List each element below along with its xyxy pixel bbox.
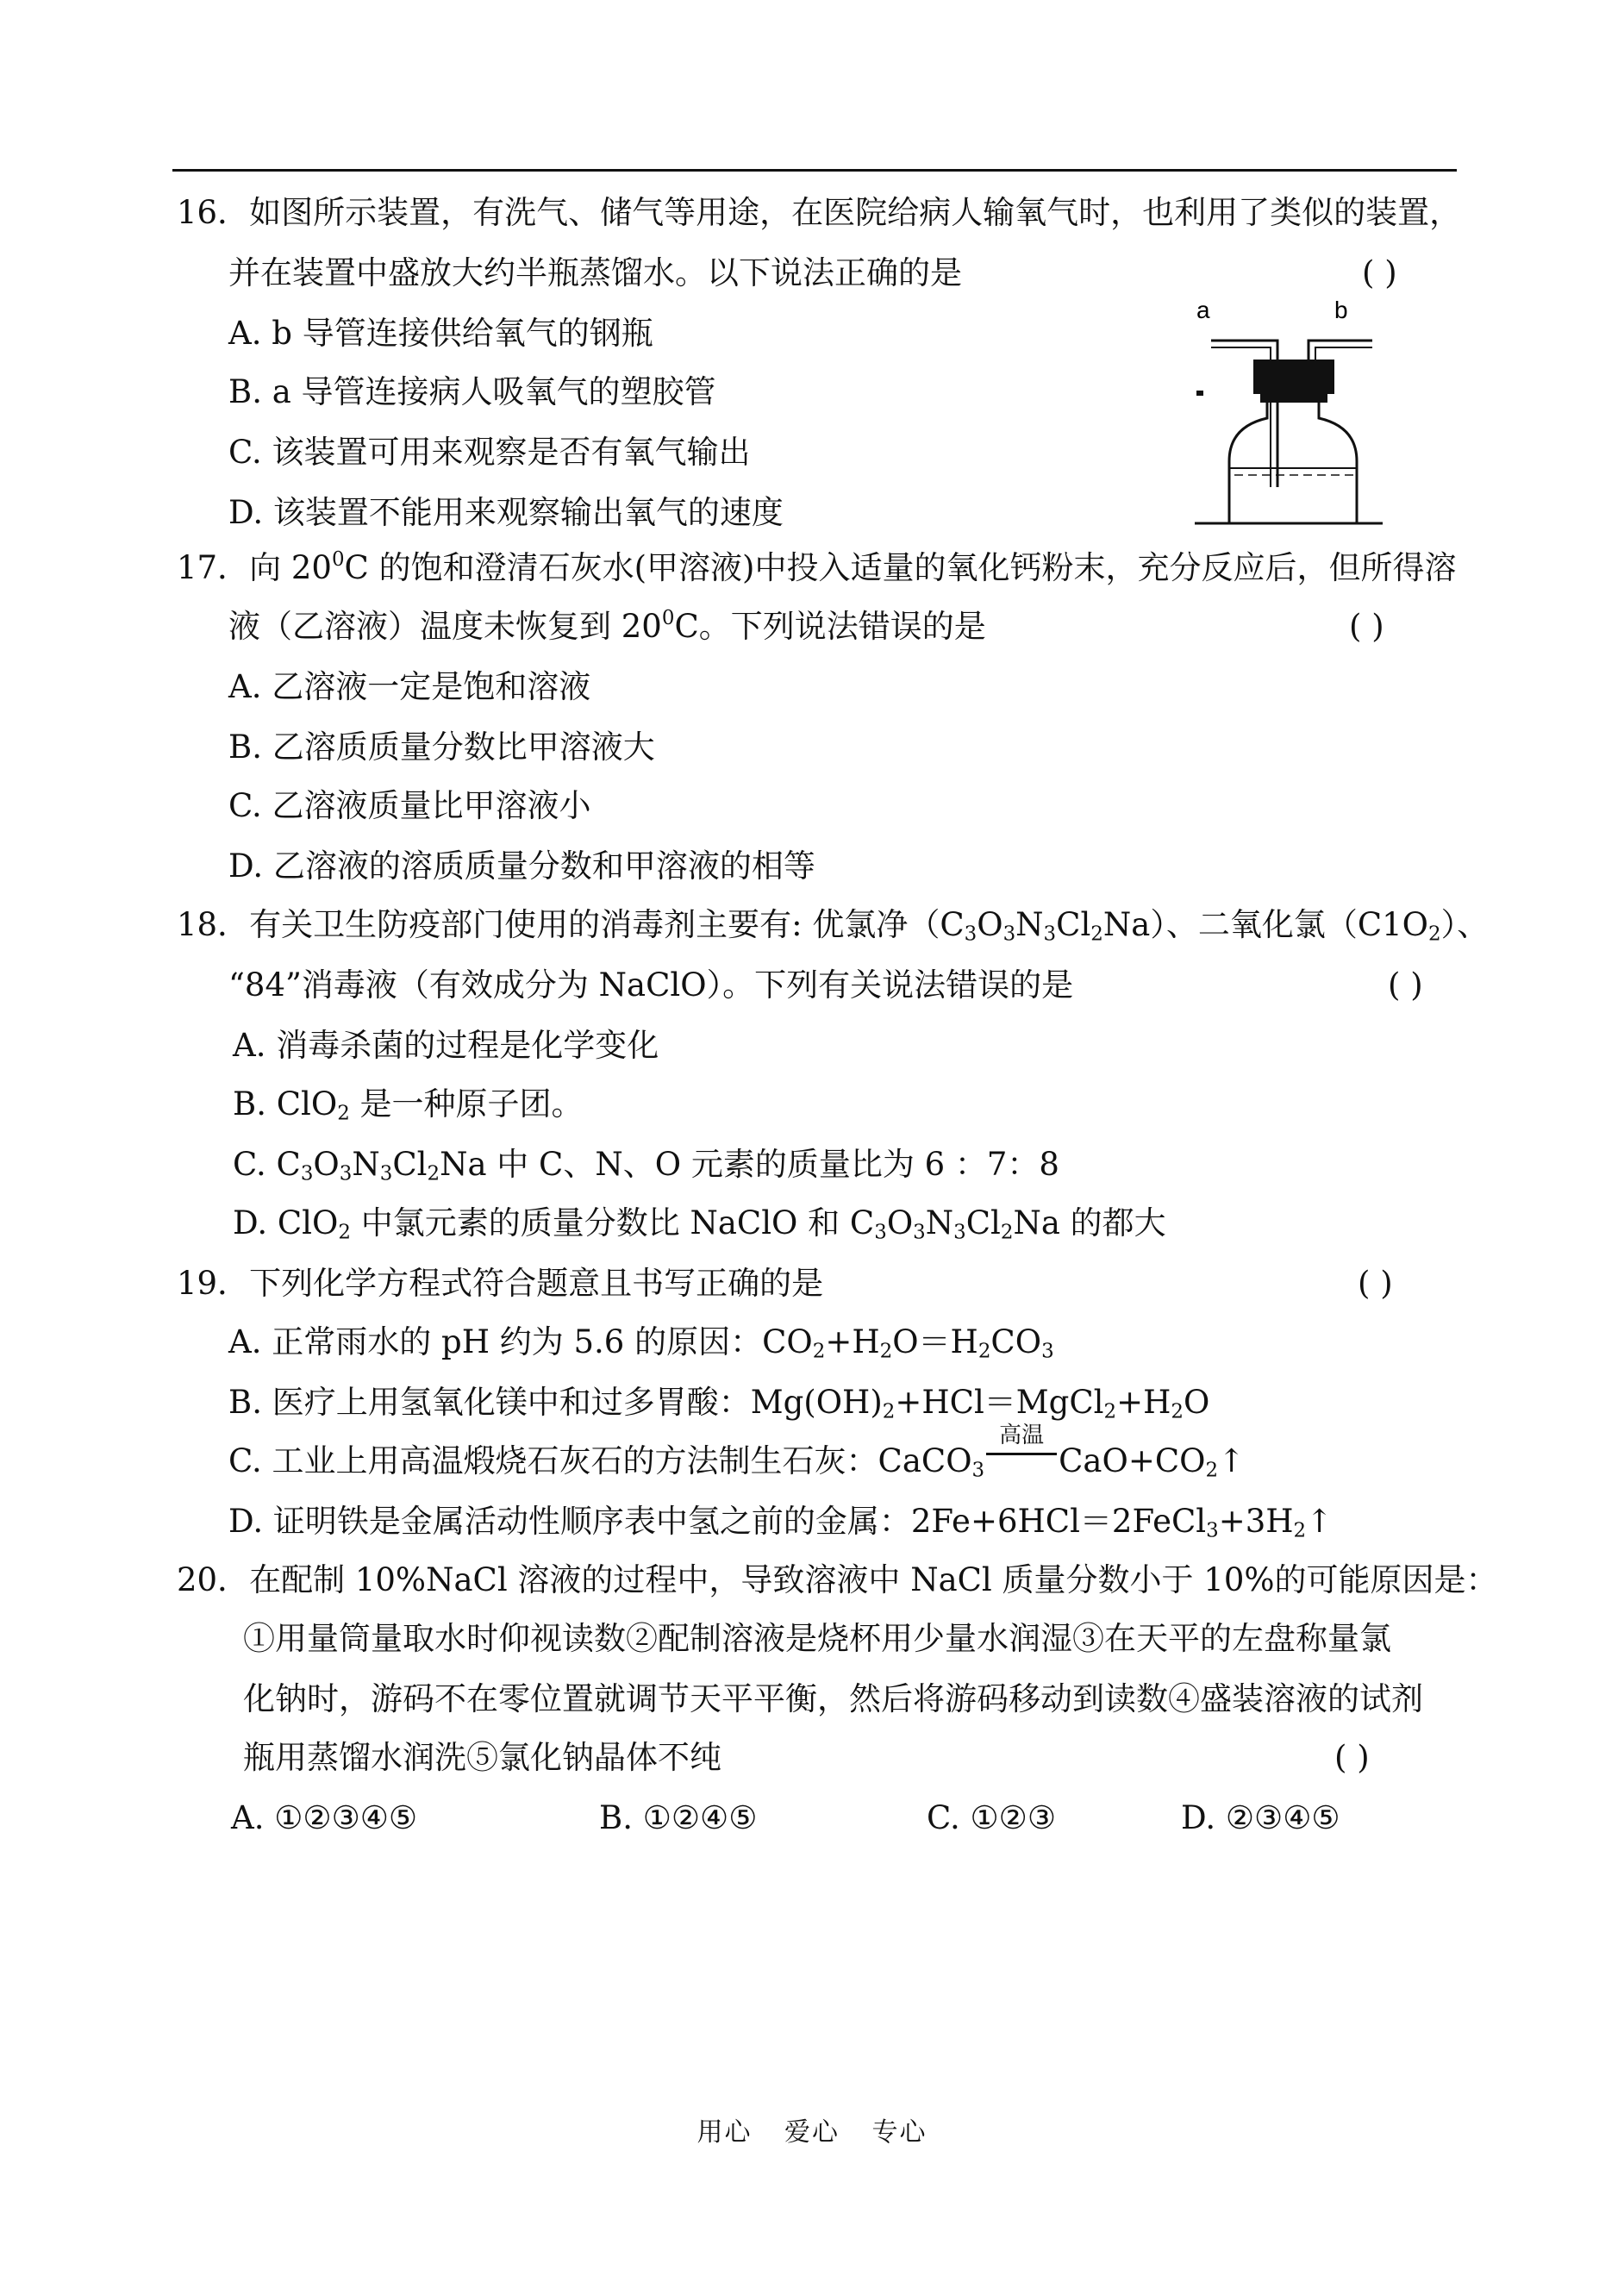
q19-number: 19． (177, 1265, 250, 1302)
formula-sub: 2 (1428, 922, 1441, 946)
q17-option-d: D. 乙溶液的溶质质量分数和甲溶液的相等 (228, 847, 815, 885)
q18-number: 18． (177, 906, 250, 943)
reaction-arrow-bar (986, 1453, 1057, 1455)
formula-part: Cl (1056, 906, 1091, 943)
q16-option-b: B. a 导管连接病人吸氧气的塑胶管 (228, 373, 716, 410)
q20-option-c: C. ①②③ (927, 1799, 1057, 1836)
q16-answer-paren[interactable]: ( ) (1362, 254, 1397, 291)
option-part: C. C (233, 1146, 301, 1183)
q19-option-d (228, 1500, 1333, 1543)
formula-sub: 3 (379, 1162, 393, 1185)
q19-option-b (228, 1381, 1209, 1424)
q18-stem-part: 有关卫生防疫部门使用的消毒剂主要有: 优氯净（C (249, 906, 965, 943)
q16-stem-text1: 如图所示装置，有洗气、储气等用途，在医院给病人输氧气时，也利用了类似的装置， (249, 194, 1462, 231)
q18-stem-line1 (177, 904, 1489, 947)
formula-part: O (977, 906, 1003, 943)
q18-option-c (233, 1143, 1059, 1186)
option-part: B. 医疗上用氢氧化镁中和过多胃酸：Mg(OH) (228, 1384, 883, 1421)
q18-stem-line2: “84”消毒液（有效成分为 NaClO）。下列有关说法错误的是 (228, 966, 1074, 1004)
q17-stem-part: C 的饱和澄清石灰水(甲溶液)中投入适量的氧化钙粉末，充分反应后，但所得溶 (344, 549, 1457, 586)
q16-option-c: C. 该装置可用来观察是否有氧气输出 (228, 434, 751, 471)
q20-stem-line3: 化钠时，游码不在零位置就调节天平平衡，然后将游码移动到读数④盛装溶液的试剂 (243, 1680, 1423, 1717)
formula-part: Cl (965, 1204, 1001, 1241)
formula-sub: 3 (339, 1162, 353, 1185)
formula-part: N (925, 1204, 954, 1241)
option-part: O＝H (892, 1323, 978, 1360)
q19-option-c (228, 1423, 1246, 1483)
q20-option-d: D. ②③④⑤ (1181, 1799, 1340, 1836)
q16-stem-line2: 并在装置中盛放大约半瓶蒸馏水。以下说法正确的是 (228, 254, 962, 291)
option-part: D. ClO (233, 1204, 339, 1241)
q17-degree-sup: 0 (331, 548, 345, 572)
q16-option-d: D. 该装置不能用来观察输出氧气的速度 (228, 494, 784, 531)
q20-option-b: B. ①②④⑤ (599, 1799, 758, 1836)
q17-degree-sup: 0 (661, 607, 675, 630)
formula-sub: 2 (882, 1400, 896, 1423)
q20-stem-line2: ①用量筒量取水时仰视读数②配制溶液是烧杯用少量水润湿③在天平的左盘称量氯 (243, 1620, 1391, 1657)
q16-stem-line1 (177, 191, 1461, 235)
option-part: B. ClO (233, 1085, 338, 1122)
formula-sub: 2 (1293, 1519, 1307, 1542)
option-part: Na 的都大 (1013, 1204, 1166, 1241)
formula-sub: 3 (971, 1459, 985, 1482)
option-part: D. 证明铁是金属活动性顺序表中氢之前的金属：2Fe+6HCl＝2FeCl (228, 1503, 1207, 1540)
formula-sub: 2 (427, 1162, 440, 1185)
q18-answer-paren[interactable]: ( ) (1388, 966, 1423, 1004)
q18-option-a: A. 消毒杀菌的过程是化学变化 (233, 1027, 659, 1064)
q20-stem-text: 在配制 10%NaCl 溶液的过程中，导致溶液中 NaCl 质量分数小于 10%的可能原因是： (249, 1561, 1498, 1598)
q18-option-d (233, 1202, 1166, 1245)
formula-part: Na (1102, 906, 1151, 943)
q19-answer-paren[interactable]: ( ) (1358, 1265, 1393, 1302)
q16-option-a: A. b 导管连接供给氧气的钢瓶 (228, 315, 653, 352)
option-part: +H (825, 1323, 880, 1360)
q18-stem-part: ）、二氧化氯（C1O (1150, 906, 1429, 943)
option-part: 是一种原子团。 (349, 1085, 584, 1122)
formula-sub: 3 (300, 1162, 314, 1185)
formula-sub: 2 (338, 1221, 351, 1244)
q17-answer-paren[interactable]: ( ) (1349, 608, 1384, 645)
formula-sub: 3 (1043, 922, 1057, 946)
formula-sub: 3 (1206, 1519, 1219, 1542)
formula-part: Cl (392, 1146, 428, 1183)
option-part: CaO+CO (1059, 1442, 1206, 1479)
diagram-label-b: b (1334, 297, 1348, 323)
option-part: +3H (1218, 1503, 1294, 1540)
formula-sub: 3 (953, 1221, 966, 1244)
gas-arrow: ↑ (1218, 1442, 1246, 1479)
q20-answer-paren[interactable]: ( ) (1334, 1739, 1370, 1776)
formula-sub: 3 (1041, 1340, 1054, 1363)
formula-sub: 2 (812, 1340, 826, 1363)
formula-sub: 3 (913, 1221, 926, 1244)
q17-number: 17． (177, 549, 250, 586)
q20-number: 20． (177, 1561, 250, 1598)
formula-part: O (886, 1204, 914, 1241)
q19-option-a (228, 1321, 1054, 1364)
formula-sub: 3 (964, 922, 978, 946)
formula-sub: 2 (1000, 1221, 1014, 1244)
formula-part: N (352, 1146, 380, 1183)
formula-part: N (1015, 906, 1044, 943)
q19-stem (177, 1262, 823, 1305)
reaction-condition (984, 1423, 1059, 1472)
q17-option-b: B. 乙溶质质量分数比甲溶液大 (228, 729, 655, 766)
q19-stem-text: 下列化学方程式符合题意且书写正确的是 (249, 1265, 824, 1302)
formula-sub: 2 (337, 1102, 350, 1125)
page-footer: 用心 爱心 专心 (696, 2117, 928, 2148)
formula-sub: 2 (1090, 922, 1103, 946)
gas-arrow: ↑ (1306, 1503, 1334, 1540)
q18-stem-part: ）、 (1440, 906, 1490, 943)
q16-number: 16． (177, 194, 250, 231)
q17-stem-line1 (177, 547, 1456, 590)
q17-option-a: A. 乙溶液一定是饱和溶液 (228, 668, 591, 705)
formula-sub: 2 (1205, 1459, 1219, 1482)
q17-stem-part: 向 20 (249, 549, 332, 586)
q18-option-b (233, 1083, 584, 1126)
formula-sub: 3 (1003, 922, 1016, 946)
q17-stem-part: 液（乙溶液）温度未恢复到 20 (228, 608, 662, 645)
header-rule (172, 169, 1457, 172)
q20-stem-line4: 瓶用蒸馏水润洗⑤氯化钠晶体不纯 (243, 1739, 721, 1776)
formula-part: O (313, 1146, 340, 1183)
formula-sub: 2 (1171, 1400, 1184, 1423)
q17-option-c: C. 乙溶液质量比甲溶液小 (228, 787, 591, 824)
option-part: O (1183, 1384, 1210, 1421)
option-part: C. 工业上用高温煅烧石灰石的方法制生石灰：CaCO (228, 1442, 972, 1479)
q17-stem-part: C。下列说法错误的是 (674, 608, 986, 645)
option-part: 中氯元素的质量分数比 NaClO 和 C (350, 1204, 875, 1241)
gas-washing-bottle-icon (1181, 297, 1474, 530)
option-part: Na 中 C、N、O 元素的质量比为 6 ：7：8 (440, 1146, 1059, 1183)
q20-stem-line1 (177, 1559, 1498, 1602)
formula-sub: 3 (874, 1221, 887, 1244)
option-part: CO (990, 1323, 1042, 1360)
option-part: A. 正常雨水的 pH 约为 5.6 的原因：CO (228, 1323, 813, 1360)
diagram-label-a: a (1196, 297, 1210, 323)
reaction-condition-text: 高温 (999, 1423, 1045, 1448)
option-part: +HCl＝MgCl (895, 1384, 1104, 1421)
q17-stem-line2 (228, 605, 986, 648)
formula-sub: 2 (1103, 1400, 1117, 1423)
formula-sub: 2 (978, 1340, 991, 1363)
q20-option-a: A. ①②③④⑤ (231, 1799, 418, 1836)
formula-sub: 2 (879, 1340, 893, 1363)
option-part: +H (1116, 1384, 1171, 1421)
